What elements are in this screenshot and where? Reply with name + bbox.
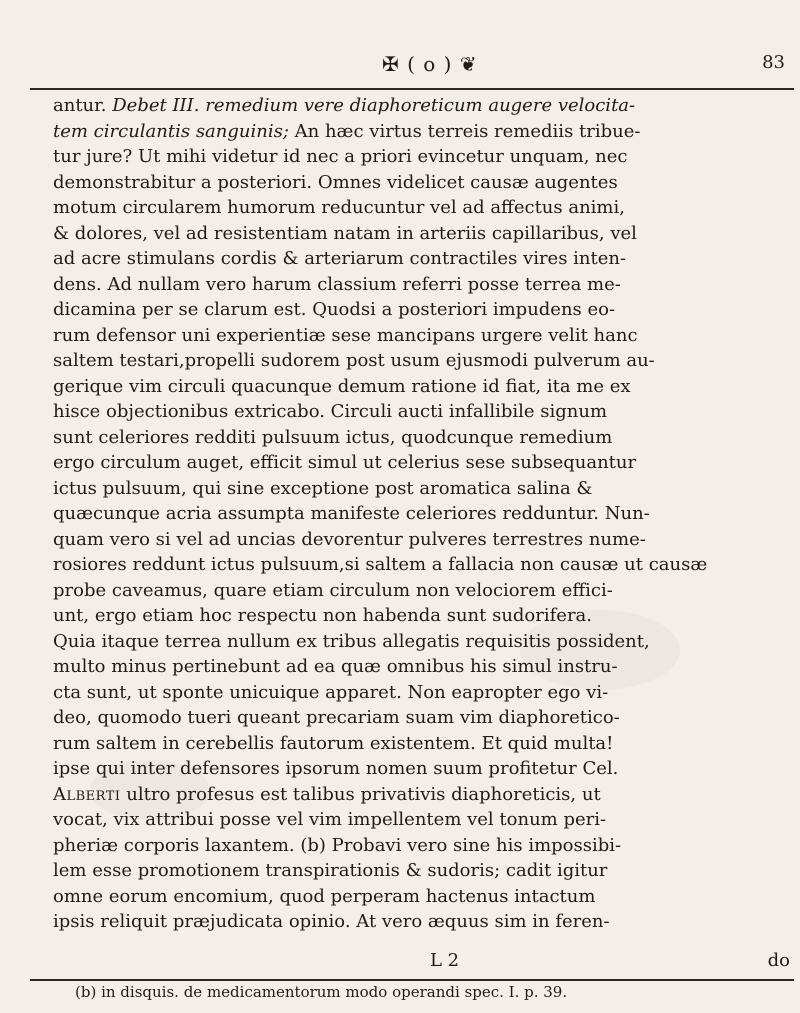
text-line <box>53 858 795 884</box>
text-line <box>53 884 795 910</box>
running-header <box>0 52 800 88</box>
text-line <box>53 578 795 604</box>
line-text: ergo circulum auget, efficit simul ut celerius sese subsequantur <box>53 452 637 473</box>
line-text: pheriæ corporis laxantem. (b) Probavi vero sine his impossibi- <box>53 834 622 856</box>
line-text: motum circularem humorum reducuntur vel ad affectus animi, <box>53 197 625 218</box>
line-text: demonstrabitur a posteriori. Omnes videlicet causæ augentes <box>53 171 618 193</box>
footnote: (b) in disquis. de medicamentorum modo operandi spec. I. p. 39. <box>75 983 568 1001</box>
text-line <box>53 552 795 578</box>
signature-mark: L 2 <box>430 950 460 971</box>
line-text: cta sunt, ut sponte unicuique apparet. Non eapropter ego vi- <box>53 681 609 703</box>
text-line <box>53 501 795 527</box>
line-text: rum saltem in cerebellis fautorum existentem. Et quid multa! <box>53 732 614 754</box>
text-line <box>53 170 795 196</box>
line-text: multo minus pertinebunt ad ea quæ omnibus his simul instru- <box>53 656 618 677</box>
italic-text: tem circulantis sanguinis; <box>53 120 289 142</box>
line-text: saltem testari,propelli sudorem post usum ejusmodi pulverum au- <box>53 350 655 371</box>
text-line <box>53 807 795 833</box>
text-line <box>53 246 795 272</box>
line-text: ultro profesus est talibus privativis diaphoreticis, ut <box>120 783 601 805</box>
text-line <box>53 654 795 680</box>
italic-text: Debet III. remedium vere diaphoreticum augere velocita- <box>112 95 636 116</box>
line-text: rosiores reddunt ictus pulsuum,si saltem a fallacia non causæ ut causæ <box>53 554 708 575</box>
text-line <box>53 348 795 374</box>
line-text: sunt celeriores redditi pulsuum ictus, quodcunque remedium <box>53 426 613 448</box>
header-rule <box>30 88 794 90</box>
line-text: quæcunque acria assumpta manifeste celeriores redduntur. Nun- <box>53 503 650 524</box>
text-line <box>53 731 795 757</box>
line-text: Quia itaque terrea nullum ex tribus allegatis requisitis possident, <box>53 630 650 652</box>
line-text: rum defensor uni experientiæ sese mancipans urgere velit hanc <box>53 324 638 346</box>
header-ornament: ✠ ( o ) ❦ <box>382 52 478 76</box>
line-text: ictus pulsuum, qui sine exceptione post aromatica salina & <box>53 477 593 499</box>
line-text: probe caveamus, quare etiam circulum non velociorem effici- <box>53 579 613 601</box>
text-line <box>53 680 795 706</box>
text-line <box>53 195 795 221</box>
text-line <box>53 756 795 782</box>
text-line <box>53 629 795 655</box>
text-line <box>53 833 795 859</box>
text-line <box>53 93 795 119</box>
page-number: 83 <box>762 52 785 73</box>
line-text: ad acre stimulans cordis & arteriarum contractiles vires inten- <box>53 248 627 269</box>
line-text: antur. <box>53 95 113 116</box>
catchword: do <box>767 950 790 971</box>
line-text: dens. Ad nullam vero harum classium referri posse terrea me- <box>53 273 621 295</box>
text-line <box>53 603 795 629</box>
line-text: unt, ergo etiam hoc respectu non habenda sunt sudorifera. <box>53 605 593 626</box>
text-line <box>53 374 795 400</box>
text-line <box>53 297 795 323</box>
text-line <box>53 476 795 502</box>
text-line <box>53 323 795 349</box>
footnote-rule <box>30 979 794 981</box>
line-text: ipsis reliquit præjudicata opinio. At vero æquus sim in feren- <box>53 911 610 932</box>
body-text <box>53 93 795 935</box>
line-text: ipse qui inter defensores ipsorum nomen suum profitetur Cel. <box>53 758 619 779</box>
text-line <box>53 450 795 476</box>
small-caps-name: Alberti <box>53 783 121 805</box>
line-text: deo, quomodo tueri queant precariam suam vim diaphoretico- <box>53 707 620 728</box>
text-line <box>53 425 795 451</box>
text-line <box>53 909 795 935</box>
text-line <box>53 272 795 298</box>
line-text: vocat, vix attribui posse vel vim impellentem vel tonum peri- <box>53 809 607 830</box>
text-line <box>53 782 795 808</box>
line-text: omne eorum encomium, quod perperam hactenus intactum <box>53 885 596 907</box>
text-line <box>53 527 795 553</box>
text-line <box>53 399 795 425</box>
line-text: dicamina per se clarum est. Quodsi a posteriori impudens eo- <box>53 299 616 320</box>
line-text: & dolores, vel ad resistentiam natam in arteriis capillaribus, vel <box>53 222 637 244</box>
line-text: An hæc virtus terreis remediis tribue- <box>288 120 641 142</box>
text-line <box>53 705 795 731</box>
text-line <box>53 119 795 145</box>
text-line <box>53 144 795 170</box>
text-line <box>53 221 795 247</box>
line-text: quam vero si vel ad uncias devorentur pulveres terrestres nume- <box>53 528 646 550</box>
line-text: hisce objectionibus extricabo. Circuli aucti infallibile signum <box>53 401 608 422</box>
line-text: lem esse promotionem transpirationis & sudoris; cadit igitur <box>53 860 608 881</box>
line-text: tur jure? Ut mihi videtur id nec a priori evincetur unquam, nec <box>53 146 628 167</box>
line-text: gerique vim circuli quacunque demum ratione id fiat, ita me ex <box>53 375 631 397</box>
